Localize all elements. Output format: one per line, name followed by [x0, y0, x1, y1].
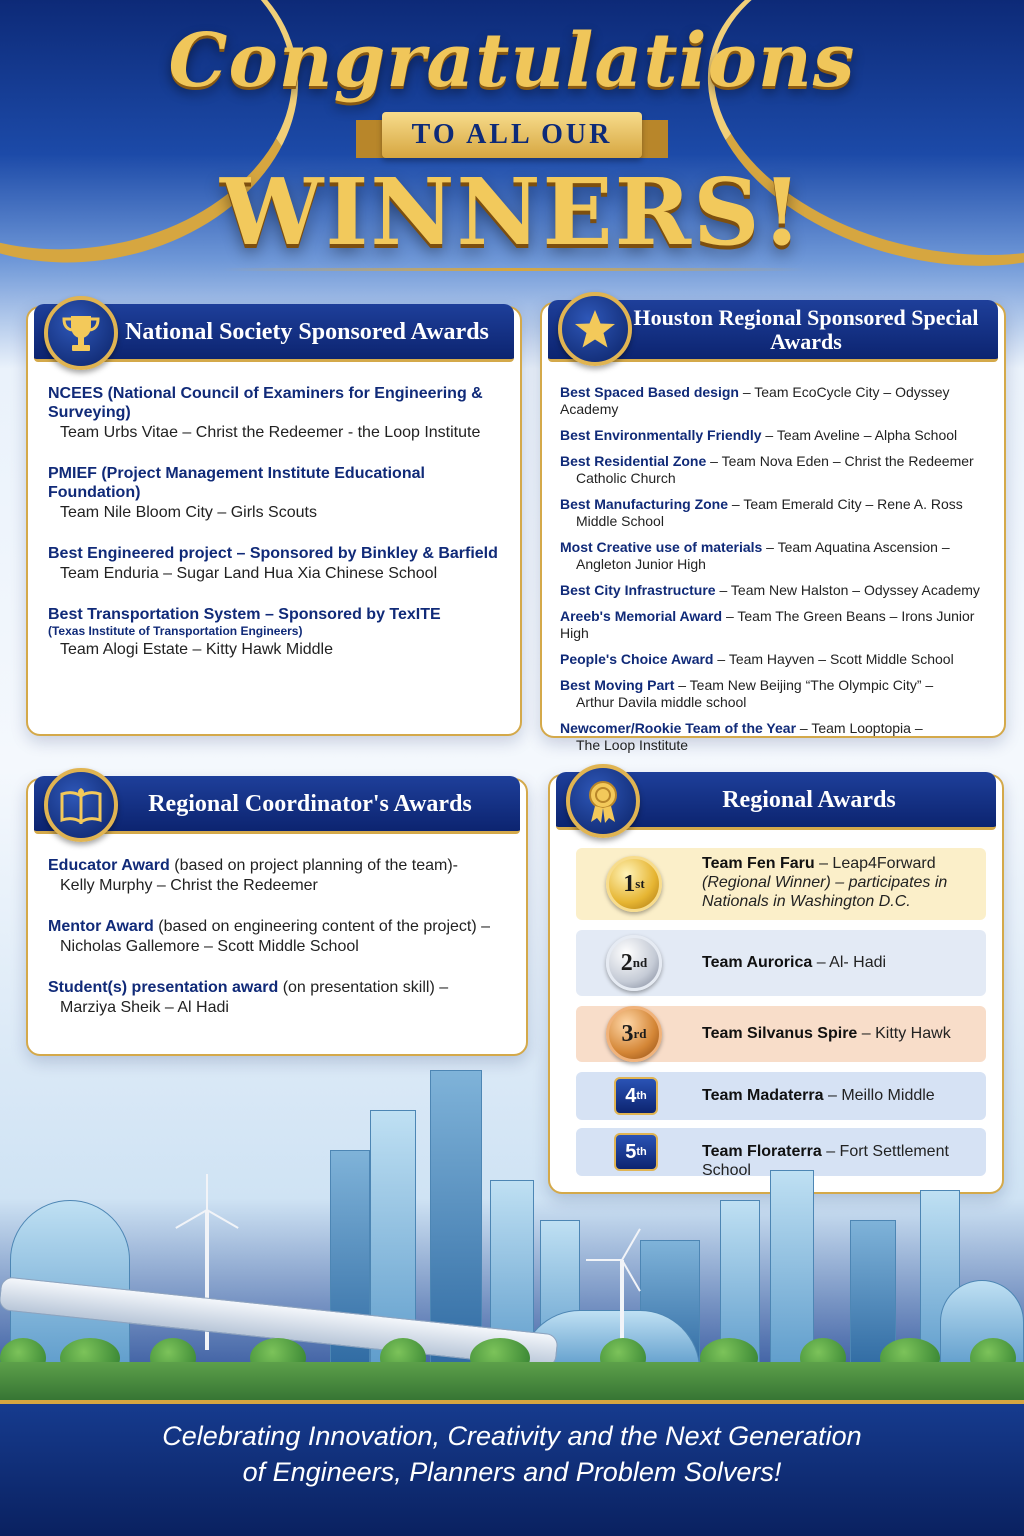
award-detail-cont: Catholic Church — [576, 470, 676, 486]
star-icon — [558, 292, 632, 366]
rank-badge: 4 th — [614, 1077, 658, 1115]
award-detail-cont: Arthur Davila middle school — [576, 694, 747, 710]
team-school: – Meillo Middle — [823, 1087, 935, 1104]
award-name: Student(s) presentation award — [48, 979, 279, 996]
place-row-1 — [576, 848, 986, 920]
award-detail-cont: Angleton Junior High — [576, 556, 706, 572]
coordinator-awards-header — [34, 776, 520, 834]
award-name: Most Creative use of materials — [560, 539, 763, 555]
gold-medal-icon: 1 st — [606, 856, 662, 912]
winners-title: WINNERS! — [220, 158, 804, 266]
list-item — [560, 453, 990, 487]
award-name: Best Manufacturing Zone — [560, 496, 729, 512]
houston-awards-panel — [540, 302, 1006, 753]
bronze-medal-icon: 3 rd — [606, 1006, 662, 1062]
list-item — [560, 582, 990, 599]
team-name: Team Silvanus Spire — [702, 1025, 858, 1042]
national-entry — [48, 544, 506, 585]
list-item — [560, 539, 990, 573]
award-detail: – Team Emerald City – Rene A. Ross — [728, 496, 963, 512]
award-winner: Nicholas Gallemore – Scott Middle School — [60, 938, 359, 955]
award-name: Educator Award — [48, 857, 170, 874]
award-winner: Team Enduria – Sugar Land Hua Xia Chinese School — [60, 565, 438, 582]
place-row-2 — [576, 930, 986, 996]
list-item — [560, 384, 990, 418]
award-detail: – Team Aquatina Ascension – — [762, 539, 950, 555]
team-school: – Leap4Forward — [814, 855, 936, 872]
header — [0, 0, 1024, 290]
award-subtitle: (Texas Institute of Transportation Engineers) — [48, 624, 303, 638]
silver-medal-icon: 2 nd — [606, 935, 662, 991]
list-item — [560, 608, 990, 642]
award-winner: Team Alogi Estate – Kitty Hawk Middle — [60, 641, 334, 658]
award-detail: – Team Hayven – Scott Middle School — [713, 651, 954, 667]
award-title: Best Transportation System – Sponsored by TexITE — [48, 606, 441, 623]
award-winner: Kelly Murphy – Christ the Redeemer — [60, 877, 318, 894]
team-school: – Kitty Hawk — [857, 1025, 951, 1042]
national-entry — [48, 464, 506, 524]
national-awards-panel — [26, 306, 522, 736]
award-name: Best City Infrastructure — [560, 582, 716, 598]
award-title: PMIEF (Project Management Institute Educational Foundation) — [48, 465, 425, 501]
coordinator-awards-list — [48, 856, 512, 1039]
regional-awards-title: Regional Awards — [722, 786, 896, 813]
medal-icon — [566, 764, 640, 838]
building — [770, 1170, 814, 1370]
award-detail-cont: The Loop Institute — [576, 737, 689, 753]
award-detail: – Team New Halston – Odyssey Academy — [715, 582, 980, 598]
houston-awards-title: Houston Regional Sponsored Special Awards — [633, 304, 979, 354]
team-school: – Al- Hadi — [812, 954, 887, 971]
tagline-line-1: Celebrating Innovation, Creativity and the Next Generation — [162, 1421, 862, 1451]
team-school: – Fort Settlement School — [702, 1143, 949, 1179]
header-divider — [222, 268, 806, 271]
header-ribbon: TO ALL OUR — [382, 112, 642, 158]
team-name: Team Madaterra — [702, 1087, 824, 1104]
coordinator-entry — [48, 978, 512, 1019]
list-item — [560, 677, 990, 711]
award-criteria: (based on project planning of the team)- — [169, 857, 458, 874]
award-name: Best Environmentally Friendly — [560, 427, 762, 443]
national-awards-title: National Society Sponsored Awards — [125, 318, 489, 345]
list-item — [560, 651, 990, 668]
award-name: Best Residential Zone — [560, 453, 707, 469]
houston-awards-list — [560, 384, 990, 763]
team-name: Team Floraterra — [702, 1143, 822, 1160]
place-row-3 — [576, 1006, 986, 1062]
award-detail: – Team Aveline – Alpha School — [761, 427, 958, 443]
team-name: Team Aurorica — [702, 954, 813, 971]
coordinator-awards-title: Regional Coordinator's Awards — [148, 790, 472, 817]
award-winner: Team Urbs Vitae – Christ the Redeemer - the Loop Institute — [60, 424, 481, 441]
team-name: Team Fen Faru — [702, 855, 815, 872]
list-item — [560, 720, 990, 754]
national-entry — [48, 605, 506, 661]
award-title: NCEES (National Council of Examiners for Engineering & Surveying) — [48, 385, 483, 421]
list-item — [560, 427, 990, 444]
national-awards-list — [48, 384, 506, 681]
coordinator-entry — [48, 856, 512, 897]
award-name: Areeb's Memorial Award — [560, 608, 723, 624]
award-name: People's Choice Award — [560, 651, 714, 667]
award-criteria: (on presentation skill) – — [278, 979, 449, 996]
award-detail: – Team The Green Beans – Irons Junior High — [560, 608, 975, 641]
book-icon — [44, 768, 118, 842]
houston-awards-header — [548, 300, 998, 362]
tagline-line-2: of Engineers, Planners and Problem Solvers! — [242, 1457, 782, 1487]
award-detail: – Team Looptopia – — [796, 720, 923, 736]
award-title: Best Engineered project – Sponsored by Binkley & Barfield — [48, 545, 498, 562]
award-detail: – Team Nova Eden – Christ the Redeemer — [706, 453, 974, 469]
award-detail: – Team EcoCycle City – Odyssey Academy — [560, 384, 950, 417]
national-awards-header — [34, 304, 514, 362]
award-name: Mentor Award — [48, 918, 154, 935]
award-winner: Team Nile Bloom City – Girls Scouts — [60, 504, 317, 521]
regional-awards-header — [556, 772, 996, 830]
coordinator-entry — [48, 917, 512, 958]
award-detail: – Team New Beijing “The Olympic City” – — [674, 677, 934, 693]
coordinator-awards-panel — [26, 778, 528, 1056]
award-winner: Marziya Sheik – Al Hadi — [60, 999, 229, 1016]
trophy-icon — [44, 296, 118, 370]
wind-turbine — [620, 1260, 624, 1350]
list-item — [560, 496, 990, 530]
national-entry — [48, 384, 506, 444]
award-name: Best Spaced Based design — [560, 384, 739, 400]
award-detail-cont: Middle School — [576, 513, 664, 529]
place-text — [702, 854, 976, 911]
place-text — [702, 1024, 976, 1043]
award-criteria: (based on engineering content of the project) – — [153, 918, 491, 935]
award-name: Newcomer/Rookie Team of the Year — [560, 720, 797, 736]
city-skyline-illustration — [0, 1090, 1024, 1410]
award-name: Best Moving Part — [560, 677, 675, 693]
place-note: (Regional Winner) – participates in Nationals in Washington D.C. — [702, 874, 948, 910]
rank-badge: 5 th — [614, 1133, 658, 1171]
footer-tagline — [80, 1418, 944, 1490]
place-text — [702, 953, 976, 972]
congratulations-title: Congratulations — [168, 18, 856, 104]
